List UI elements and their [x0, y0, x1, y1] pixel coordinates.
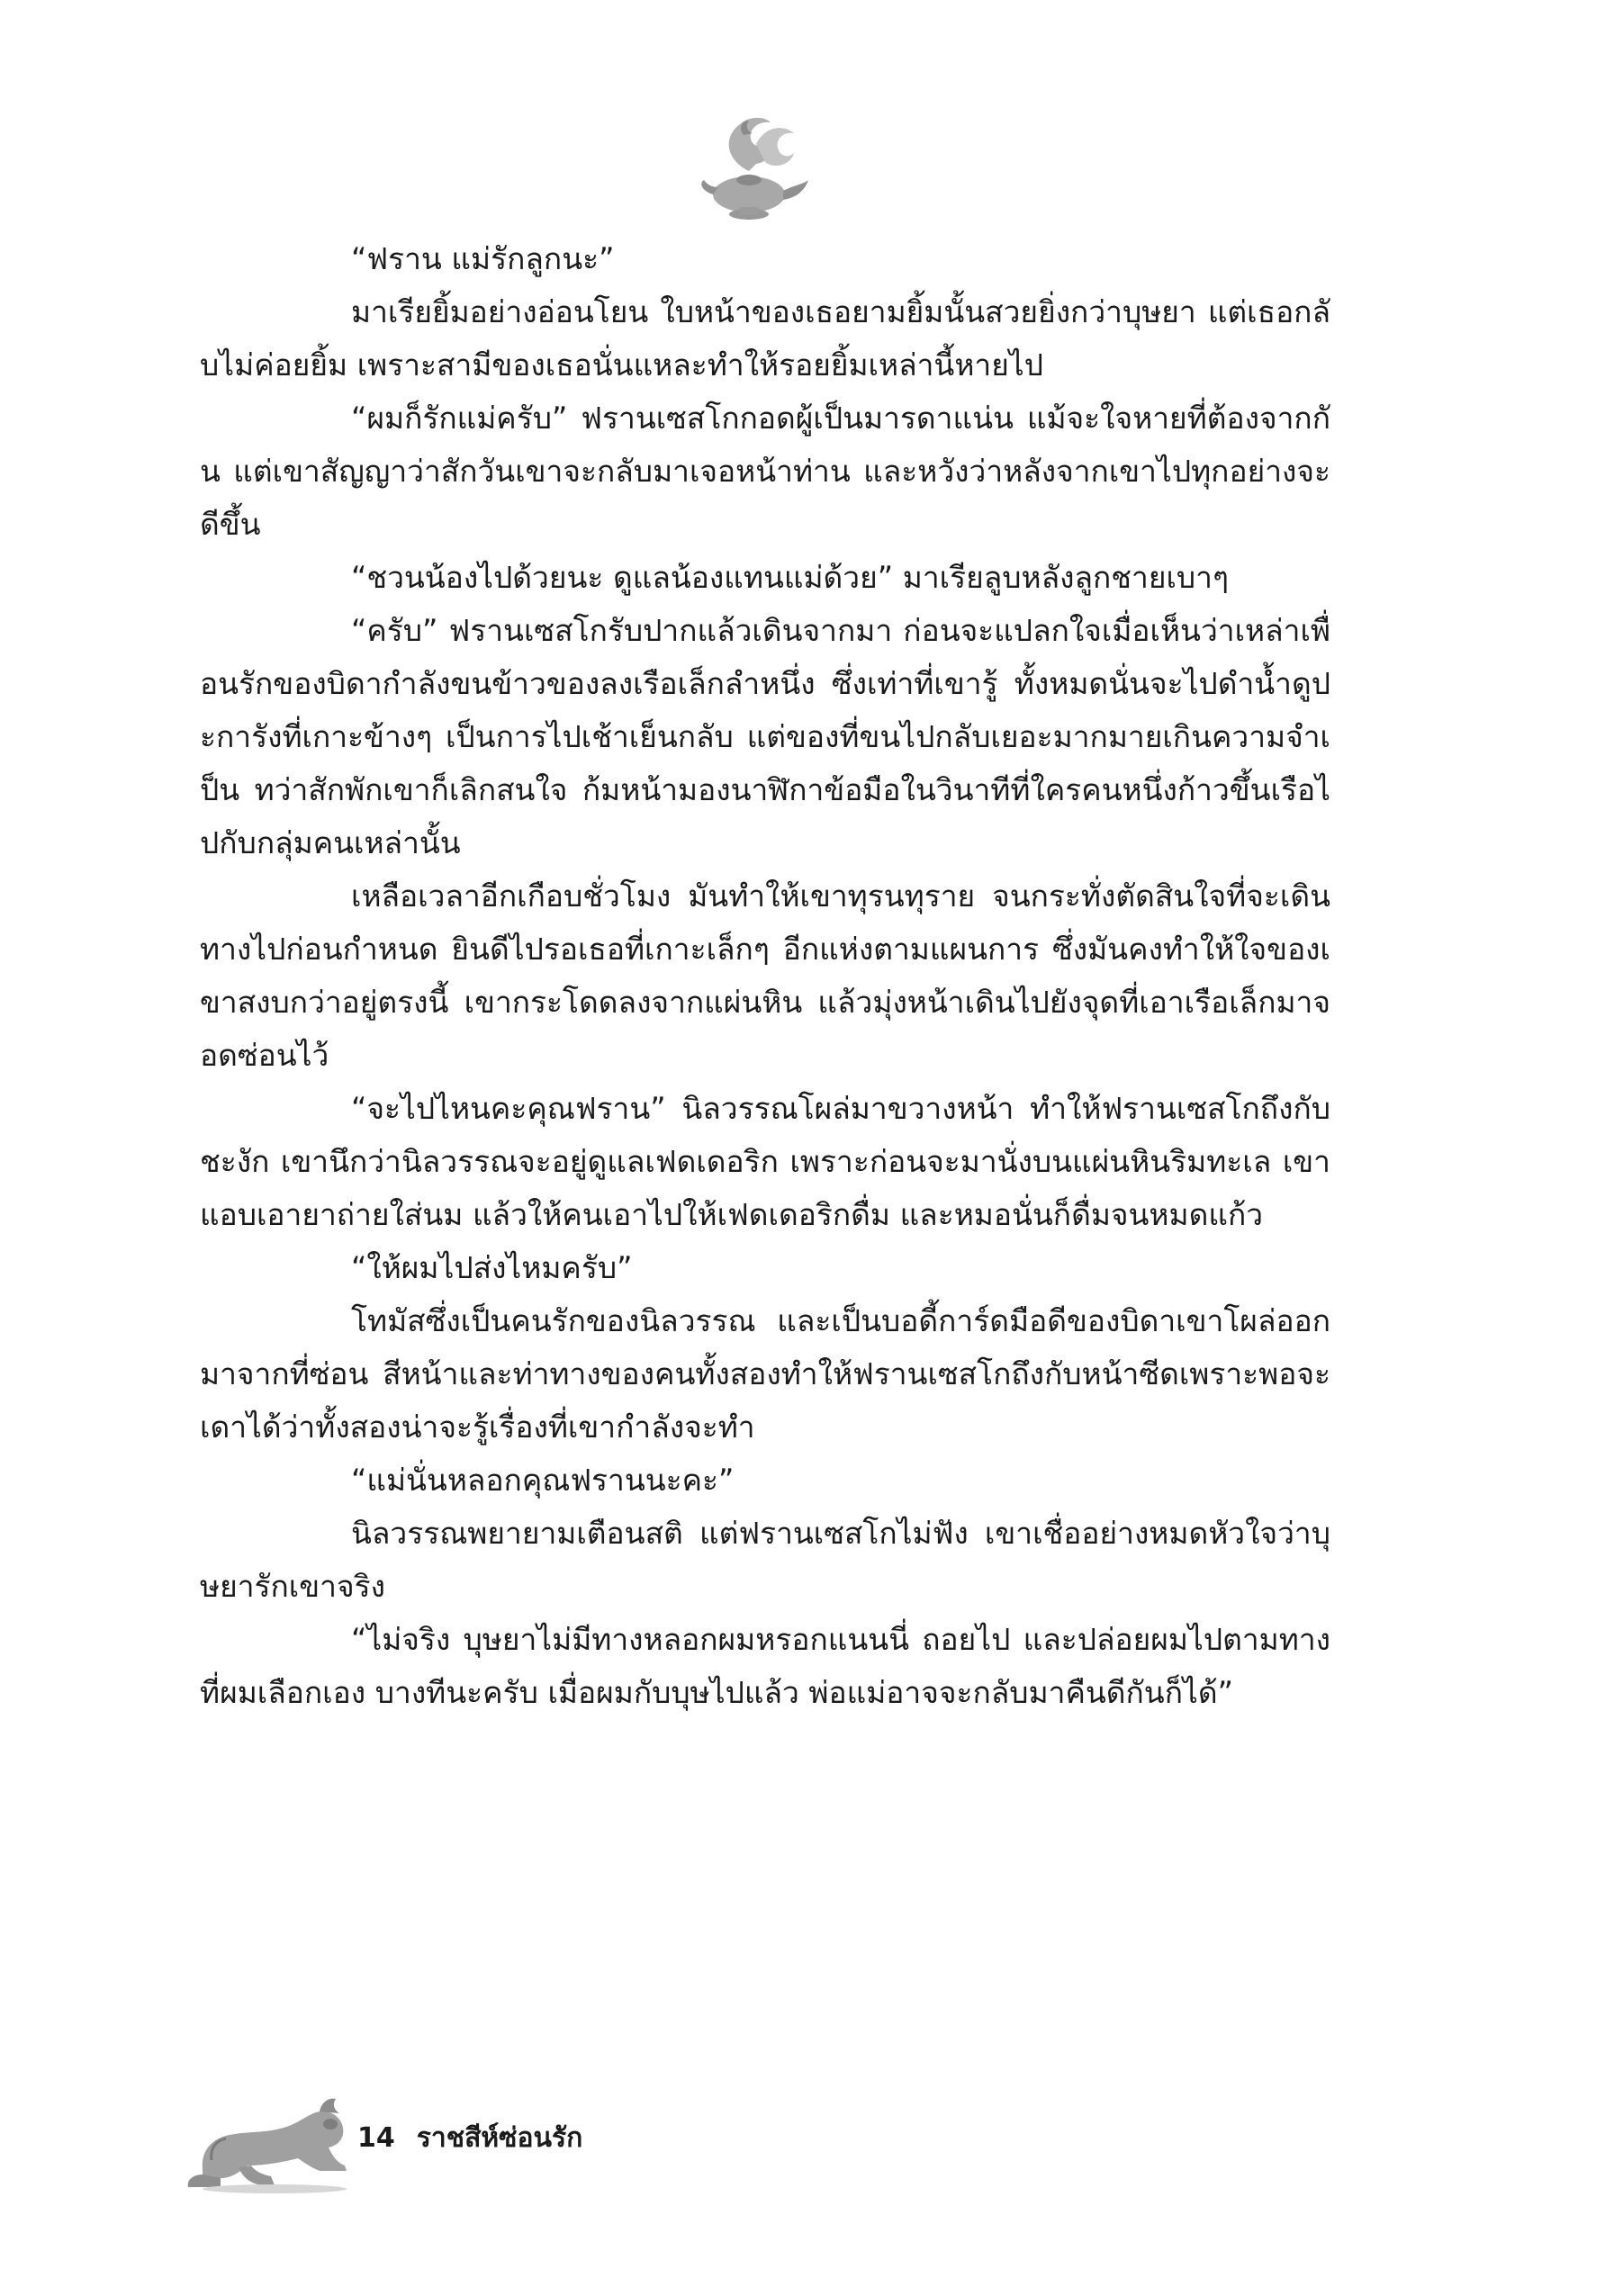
paragraph: “ผมก็รักแม่ครับ” ฟรานเซสโกกอดผู้เป็นมารดาแน่น แม้จะใจหายที่ต้องจากกัน แต่เขาสัญญาว่าสักวันเขาจะกลับมาเจอหน้าท่าน และหวังว่าหลังจากเขาไปทุกอย่างจะดีขึ้น [200, 401, 1330, 542]
paragraph: “ให้ผมไปส่งไหมครับ” [351, 1250, 633, 1285]
body-text [200, 232, 1330, 1719]
paragraph: นิลวรรณพยายามเตือนสติ แต่ฟรานเซสโกไม่ฟัง เขาเชื่ออย่างหมดหัวใจว่าบุษยารักเขาจริง [200, 1516, 1330, 1604]
lion-icon [185, 2061, 356, 2196]
book-title: ราชสีห์ซ่อนรัก [416, 2122, 583, 2154]
paragraph: “แม่นั่นหลอกคุณฟรานนะคะ” [351, 1463, 735, 1498]
paragraph: เหลือเวลาอีกเกือบชั่วโมง มันทำให้เขาทุรนทุราย จนกระทั่งตัดสินใจที่จะเดินทางไปก่อนกำหนด ยินดีไปรอเธอที่เกาะเล็กๆ อีกแห่งตามแผนการ ซึ่งมันคงทำให้ใจของเขาสงบกว่าอยู่ตรงนี้ เขากระโดดลงจากแผ่นหิน แล้วมุ่งหน้าเดินไปยังจุดที่เอาเรือเล็กมาจอดซ่อนไว้ [200, 878, 1330, 1073]
footer-caption [357, 2117, 582, 2159]
magic-lamp-icon [693, 108, 810, 234]
page-footer [185, 2061, 815, 2205]
paragraph: “ครับ” ฟรานเซสโกรับปากแล้วเดินจากมา ก่อนจะแปลกใจเมื่อเห็นว่าเหล่าเพื่อนรักของบิดากำลังขนข้าวของลงเรือเล็กลำหนึ่ง ซึ่งเท่าที่เขารู้ ทั้งหมดนั่นจะไปดำน้ำดูปะการังที่เกาะข้างๆ เป็นการไปเช้าเย็นกลับ แต่ของที่ขนไปกลับเยอะมากมายเกินความจำเป็น ทว่าสักพักเขาก็เลิกสนใจ ก้มหน้ามองนาฬิกาข้อมือในวินาทีที่ใครคนหนึ่งก้าวขึ้นเรือไปกับกลุ่มคนเหล่านั้น [200, 613, 1330, 860]
paragraph: “ไม่จริง บุษยาไม่มีทางหลอกผมหรอกแนนนี่ ถอยไป และปล่อยผมไปตามทางที่ผมเลือกเอง บางทีนะครับ เมื่อผมกับบุษไปแล้ว พ่อแม่อาจจะกลับมาคืนดีกันก็ได้” [200, 1622, 1330, 1710]
paragraph: โทมัสซึ่งเป็นคนรักของนิลวรรณ และเป็นบอดี้การ์ดมือดีของบิดาเขาโผล่ออกมาจากที่ซ่อน สีหน้าและท่าทางของคนทั้งสองทำให้ฟรานเซสโกถึงกับหน้าซีดเพราะพอจะเดาได้ว่าทั้งสองน่าจะรู้เรื่องที่เขากำลังจะทำ [200, 1303, 1330, 1445]
paragraph: “ชวนน้องไปด้วยนะ ดูแลน้องแทนแม่ด้วย” มาเรียลูบหลังลูกชายเบาๆ [351, 560, 1229, 595]
paragraph: “ฟราน แม่รักลูกนะ” [351, 241, 615, 276]
paragraph: “จะไปไหนคะคุณฟราน” นิลวรรณโผล่มาขวางหน้า ทำให้ฟรานเซสโกถึงกับชะงัก เขานึกว่านิลวรรณจะอยู่ดูแลเฟดเดอริก เพราะก่อนจะมานั่งบนแผ่นหินริมทะเล เขาแอบเอายาถ่ายใส่นม แล้วให้คนเอาไปให้เฟดเดอริกดื่ม และหมอนั่นก็ดื่มจนหมดแก้ว [200, 1091, 1330, 1232]
page-number: 14 [357, 2122, 395, 2154]
paragraph: มาเรียยิ้มอย่างอ่อนโยน ใบหน้าของเธอยามยิ้มนั้นสวยยิ่งกว่าบุษยา แต่เธอกลับไม่ค่อยยิ้ม เพราะสามีของเธอนั่นแหละทำให้รอยยิ้มเหล่านี้หายไป [200, 294, 1330, 383]
